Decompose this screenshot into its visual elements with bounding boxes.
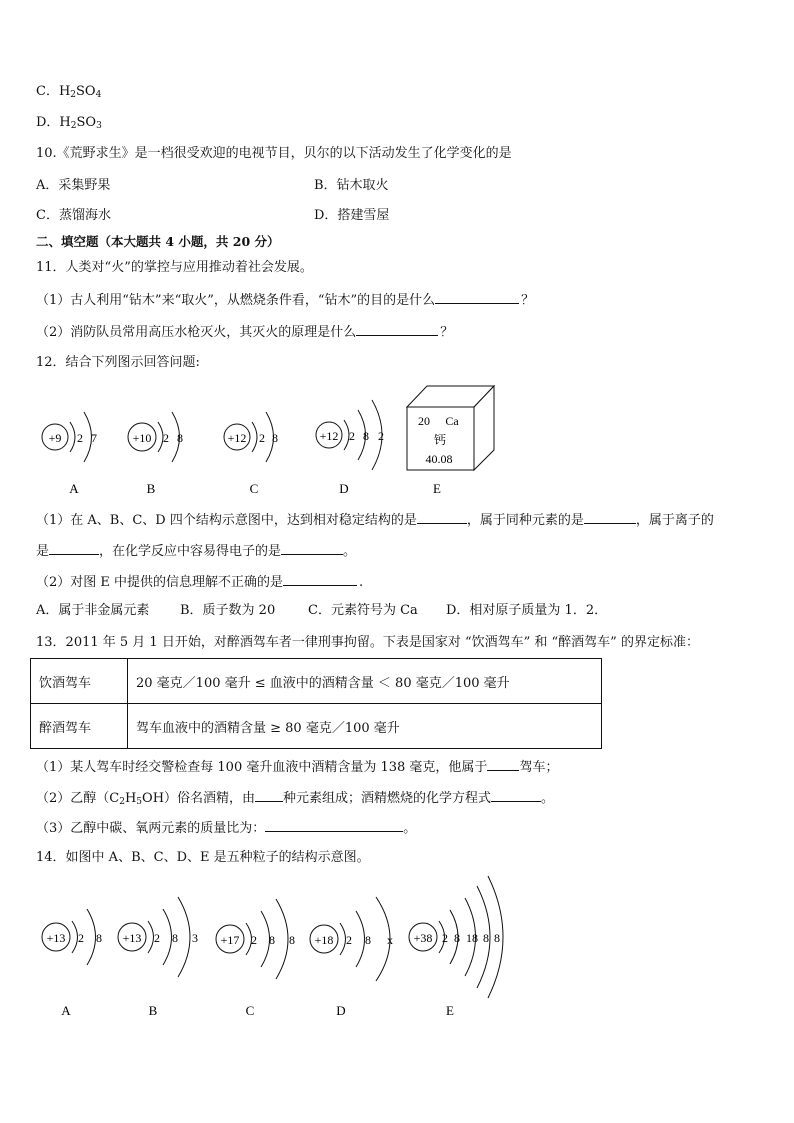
electron-count: 8 bbox=[269, 933, 275, 947]
q12-option-c: C．元素符号为 Ca bbox=[308, 603, 418, 618]
nucleus-charge: +13 bbox=[122, 931, 142, 945]
particle-c bbox=[216, 899, 295, 1018]
nucleus-charge: +17 bbox=[220, 933, 240, 947]
nucleus-charge: +10 bbox=[132, 431, 152, 445]
q11-part2: （2）消防队员常用高压水枪灭火，其灭火的原理是什么 ？ bbox=[36, 322, 453, 342]
q14-stem: 14．如图中 A、B、C、D、E 是五种粒子的结构示意图。 bbox=[36, 850, 370, 865]
answer-blank[interactable] bbox=[435, 290, 519, 304]
atom-a bbox=[42, 412, 97, 496]
table-cell-standard: 驾车血液中的酒精含量 ≥ 80 毫克／100 毫升 bbox=[128, 704, 602, 749]
electron-count: 2 bbox=[346, 933, 352, 947]
q12-part2: （2）对图 E 中提供的信息理解不正确的是 . bbox=[36, 572, 363, 592]
electron-count: 8 bbox=[483, 931, 489, 945]
electron-count: 8 bbox=[272, 431, 278, 445]
electron-count: 8 bbox=[96, 931, 102, 945]
answer-blank[interactable] bbox=[265, 818, 403, 832]
q11-stem: 11．人类对“火”的掌控与应用推动着社会发展。 bbox=[36, 260, 313, 275]
q13-stem: 13．2011 年 5 月 1 日开始，对醉酒驾车者一律刑事拘留。下表是国家对 “饮酒驾车” 和 “醉酒驾车” 的界定标准： bbox=[36, 635, 699, 650]
q12-part1-line2: 是 ，在化学反应中容易得电子的是 。 bbox=[36, 541, 356, 561]
particle-d bbox=[310, 897, 393, 1018]
electron-count: 2 bbox=[78, 931, 84, 945]
diagram-label: B bbox=[148, 1003, 158, 1018]
q10-option-a: A．采集野果 bbox=[36, 178, 111, 193]
q12-option-d: D．相对原子质量为 1．2． bbox=[446, 603, 608, 618]
electron-count: 2 bbox=[349, 429, 355, 443]
table-cell-type: 醉酒驾车 bbox=[31, 704, 128, 749]
electron-count: 8 bbox=[494, 931, 500, 945]
q11-part1: （1）古人利用“钻木”来“取火”，从燃烧条件看，“钻木”的目的是什么 ？ bbox=[36, 290, 534, 310]
q12-stem: 12．结合下列图示回答问题: bbox=[36, 355, 200, 370]
nucleus-charge: +13 bbox=[46, 931, 66, 945]
answer-blank[interactable] bbox=[417, 510, 467, 524]
answer-blank[interactable] bbox=[283, 572, 357, 586]
nucleus-charge: +9 bbox=[48, 431, 62, 445]
electron-count: 7 bbox=[91, 431, 97, 445]
diagram-label: E bbox=[433, 481, 441, 496]
electron-count: 2 bbox=[77, 431, 83, 445]
answer-blank[interactable] bbox=[356, 322, 438, 336]
atom-b bbox=[128, 412, 183, 496]
table-cell-type: 饮酒驾车 bbox=[31, 659, 128, 704]
element-card-calcium bbox=[407, 386, 494, 496]
diagram-label: B bbox=[146, 481, 156, 496]
electron-count: 2 bbox=[163, 431, 169, 445]
diagram-label: D bbox=[339, 481, 349, 496]
nucleus-charge: +12 bbox=[319, 429, 339, 443]
diagram-label: A bbox=[61, 1003, 71, 1018]
electron-count: 3 bbox=[192, 931, 198, 945]
section-heading: 二、填空题（本大题共 4 小题，共 20 分） bbox=[36, 234, 280, 249]
answer-blank[interactable] bbox=[487, 757, 519, 771]
q12-option-a: A．属于非金属元素 bbox=[36, 603, 150, 618]
q13-part3: （3）乙醇中碳、氧两元素的质量比为： 。 bbox=[36, 818, 416, 838]
nucleus-charge: +38 bbox=[413, 931, 433, 945]
electron-count: 8 bbox=[172, 931, 178, 945]
table-row bbox=[31, 659, 602, 704]
q9-option-c: C．$H_2SO_4$ bbox=[36, 84, 102, 100]
electron-count: 2 bbox=[442, 931, 448, 945]
electron-count: 8 bbox=[363, 429, 369, 443]
q12-option-b: B．质子数为 20 bbox=[180, 603, 276, 618]
table-cell-standard: 20 毫克／100 毫升 ≤ 血液中的酒精含量 ＜ 80 毫克／100 毫升 bbox=[128, 659, 602, 704]
particle-a bbox=[42, 909, 102, 1018]
electron-count: 8 bbox=[454, 931, 460, 945]
electron-count: 2 bbox=[154, 931, 160, 945]
nucleus-charge: +12 bbox=[227, 431, 247, 445]
q12-atom-diagrams bbox=[0, 380, 794, 505]
electron-count: 8 bbox=[289, 933, 295, 947]
element-name: 钙 bbox=[433, 433, 447, 447]
answer-blank[interactable] bbox=[281, 541, 343, 555]
electron-count: 2 bbox=[378, 429, 384, 443]
q10-option-b: B．钻木取火 bbox=[314, 178, 389, 193]
electron-count: 2 bbox=[259, 431, 265, 445]
diagram-label: C bbox=[249, 481, 259, 496]
particle-b bbox=[118, 897, 198, 1018]
q9-option-d: D．$H_2SO_3$ bbox=[36, 115, 102, 131]
atom-c bbox=[224, 412, 278, 496]
electron-count: 2 bbox=[251, 933, 257, 947]
nucleus-charge: +18 bbox=[314, 933, 334, 947]
answer-blank[interactable] bbox=[584, 510, 636, 524]
atom-d bbox=[316, 400, 384, 496]
q13-part1: （1）某人驾车时经交警检查每 100 毫升血液中酒精含量为 138 毫克，他属于 驾车； bbox=[36, 757, 558, 777]
q12-part1-line1: （1）在 A、B、C、D 四个结构示意图中，达到相对稳定结构的是 ，属于同种元素的是 ，属于离子的 bbox=[36, 510, 714, 530]
diagram-label: E bbox=[446, 1003, 454, 1018]
diagram-label: C bbox=[245, 1003, 255, 1018]
q10-stem: 10.《荒野求生》是一档很受欢迎的电视节目，贝尔的以下活动发生了化学变化的是 bbox=[36, 146, 512, 161]
q14-particle-diagrams bbox=[0, 870, 794, 1030]
q10-option-c: C．蒸馏海水 bbox=[36, 208, 111, 223]
electron-count: x bbox=[387, 933, 393, 947]
atomic-number: 20 bbox=[418, 414, 430, 428]
electron-count: 8 bbox=[177, 431, 183, 445]
answer-blank[interactable] bbox=[255, 788, 283, 802]
q13-part2: （2）乙醇$(C_2H_5OH)$俗名酒精，由 种元素组成；酒精燃烧的化学方程式 。 bbox=[36, 788, 554, 808]
answer-blank[interactable] bbox=[49, 541, 99, 555]
diagram-label: A bbox=[69, 481, 79, 496]
table-row bbox=[31, 704, 602, 749]
particle-e bbox=[409, 876, 503, 1018]
atomic-mass: 40.08 bbox=[425, 452, 453, 466]
drink-driving-standard-table bbox=[30, 658, 602, 749]
q10-option-d: D．搭建雪屋 bbox=[314, 208, 390, 223]
answer-blank[interactable] bbox=[491, 788, 541, 802]
element-symbol: Ca bbox=[445, 414, 459, 428]
electron-count: 8 bbox=[365, 933, 371, 947]
diagram-label: D bbox=[336, 1003, 346, 1018]
electron-count: 18 bbox=[466, 931, 478, 945]
